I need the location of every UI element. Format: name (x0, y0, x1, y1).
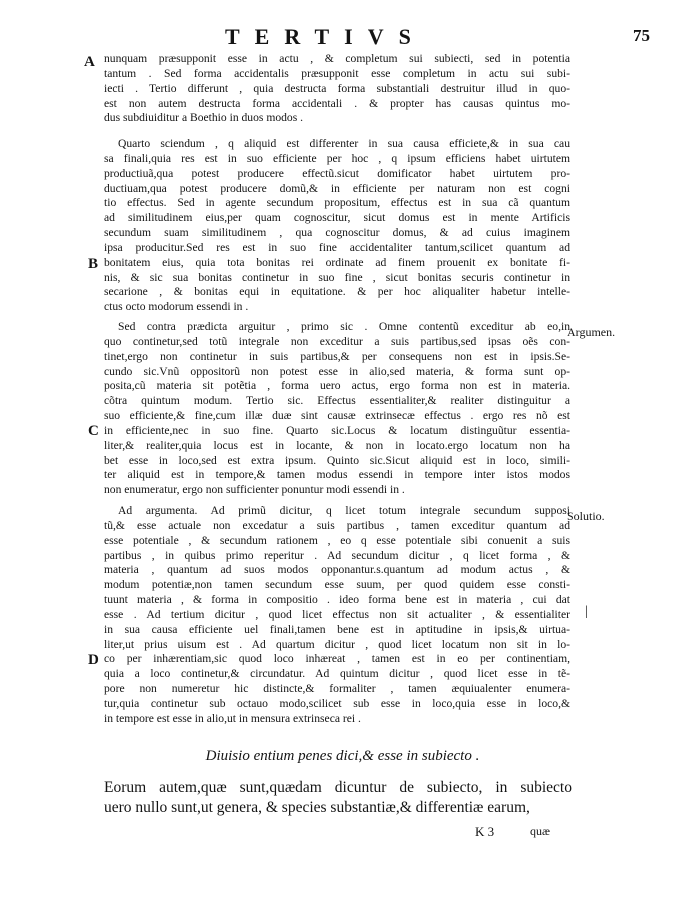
paragraph-a (104, 52, 570, 126)
text-line: pore non numeretur hic distincte,& formaliter , tamen æquiualenter enumera- (104, 682, 570, 696)
text-line: esse potentiale , & secundum rationem , eo q esse potentiale sibi conuenit a suis (104, 533, 570, 547)
text-line: tuunt materia , & forma in compositio . ideo forma bene est in materia , cui dat (104, 593, 570, 607)
paragraph-d (104, 504, 570, 727)
text-line: bet esse in loco,sed est extra ipsum. Quinto sic.Sicut aliquid est in loco, simili- (104, 453, 570, 467)
text-line: bonitatem eius, quia tota bonitas rei ordinate ad finem prouenit ex bonitate fi- (104, 255, 570, 269)
text-line: ad similitudinem eius,per quam cognoscitur, sicut domus est in mente Artificis (104, 211, 570, 225)
text-line: quia a loco continetur,& circundatur. Ad quintum dicitur , quod licet esse in tẽ- (104, 667, 570, 681)
text-line: secundum suam similitudinem , qua cognoscitur domus, & ad cuius imaginem (104, 226, 570, 240)
text-line: quo continetur,sed totũ integrale non exceditur a suis partibus,sed ipsas oẽs con- (104, 334, 570, 348)
text-line: liter,ut prius uisum est . Ad quartum dicitur , quod licet locatum non sit in lo- (104, 637, 570, 651)
text-line: ctus octo modorum essendi in . (104, 300, 249, 314)
text-line: partibus , in quibus primo reperitur . Ad secundum dicitur , q licet forma , & (104, 548, 570, 562)
text-line: suo efficiente,& fine,cum illæ duæ sint causæ extrinsecæ effectus . ergo res nõ est (104, 409, 570, 423)
text-line: Eorum autem,quæ sunt,quædam dicuntur de subiecto, in subiecto (104, 779, 572, 796)
page-number: 75 (633, 26, 650, 45)
section-heading: Diuisio entium penes dici,& esse in subiecto . (205, 748, 480, 764)
text-line: iecti . Tertio differunt , quia destructa forma substantiali destruitur illud in quo- (104, 81, 570, 95)
text-line: tinet,ergo non continetur in suis partibus,& per consequens non est in ipsis.Se- (104, 349, 570, 363)
text-line: tio effectus. Sed in agente secundum propositum, effectus est in sua cã quantum (104, 196, 570, 210)
running-head: TERTIVS (225, 24, 426, 49)
text-line: Ad argumenta. Ad primũ dicitur, q licet totum integrale secundum supposi (118, 504, 570, 517)
margin-letter-c: C (88, 423, 99, 439)
paragraph-c (104, 320, 570, 498)
text-line: tur,quia continetur sub octauo modo,scilicet sub esse in loco,quia esse in loco,& (104, 696, 570, 710)
margin-letter-d: D (88, 652, 99, 668)
text-line: Sed contra prædicta arguitur , primo sic . Omne contentũ exceditur ab eo,in (118, 320, 570, 333)
text-line: in sua causa efficiente uel finali,tamen bene est in aptitudine in ipsis,& uirtua- (104, 622, 570, 636)
text-line: nis, & sic sua bonitas continetur in suo fine , sicut bonitas securis continetur in (104, 270, 570, 284)
text-line: uero nullo sunt,ut genera, & species substantiæ,& differentiæ earum, (104, 799, 530, 816)
text-line: ipsa producitur.Sed res est in suo fine accidentaliter tantum,scilicet quantum ad (104, 240, 570, 254)
text-line: sa finali,quia res est in suo efficiente per hoc , q ipsum efficiens habet uirtutem (104, 151, 570, 165)
text-line: Quarto sciendum , q aliquid est differenter in sua causa efficiete,& in sua cau (118, 137, 570, 150)
side-note-solution: Solutio. (567, 509, 605, 523)
text-line: tantum . Sed forma accidentalis præsupponit esse completum in actu sui subi- (104, 66, 570, 80)
text-line: ter aliquid est in tempore,& tamen modus essendi in tempore inter istos modos (104, 468, 570, 482)
closing-paragraph (104, 778, 572, 818)
text-line: co per inhærentiam,sic quod loco inhæreat , tamen est in eo per continentiam, (104, 652, 570, 666)
margin-letter-b: B (88, 256, 99, 272)
catchword: quæ (530, 824, 551, 838)
text-line: posita,cũ materia sit potẽtia , forma uero actus, ergo forma non est in materia. (104, 379, 570, 393)
text-line: productiuã,qua potest producere effectũ.sicut domificator habet uirtutem pro- (104, 166, 570, 180)
text-line: cundo sic.Vnũ oppositorũ non potest esse in alio,sed materia, & forma sunt op- (104, 364, 570, 378)
signature-mark: K 3 (475, 824, 495, 839)
text-line: tũ,& esse actuale non excedatur a suis partibus , tamen exceditur quantum ad (104, 518, 570, 532)
text-line: dus subdiuiditur a Boethio in duos modos . (104, 111, 304, 125)
text-line: liter,& realiter,quia locus est in locante, & non in locato.ergo locatum non ha (104, 438, 570, 452)
text-line: ductiuam,qua potest producere domũ,& in efficiente per naturam non est cogni (104, 181, 570, 195)
text-line: esse . Ad tertium dicitur , quod licet effectus non sit actualiter , & essentialiter (104, 607, 570, 621)
text-line: est non autem destructa forma accidentali . & propter has causas quintus mo- (104, 96, 570, 110)
text-line: modum potentiæ,non tamen secundum esse suum, per quod quidem esse consti- (104, 578, 570, 592)
text-line: non enumeratur, ergo non sufficienter ponuntur modi essendi in . (104, 483, 405, 497)
paragraph-b (104, 137, 570, 315)
text-line: nunquam præsupponit esse in actu , & completum sui subiecti, sed in potentia (104, 52, 570, 65)
text-line: materia , quantum ad suos modos opponantur.s.quantum ad modum actus , & (104, 563, 570, 577)
text-line: in efficiente,nec in suo fine. Quarto sic.Locus & locatum distinguũtur essentia- (104, 423, 570, 437)
side-note-argument: Argumen. (567, 325, 616, 339)
margin-letter-a: A (84, 54, 95, 70)
text-line: in tempore est esse in alio,ut in mensura extrinseca rei . (104, 711, 361, 725)
text-line: secarione , & bonitas equi in equitatione. & per hoc aliqualiter habetur intelle- (104, 285, 570, 299)
side-note-tick: | (585, 604, 588, 619)
text-line: cõtra quintum modum. Tertio sic. Effectus essentialiter,& realiter distinguitur a (104, 394, 570, 408)
